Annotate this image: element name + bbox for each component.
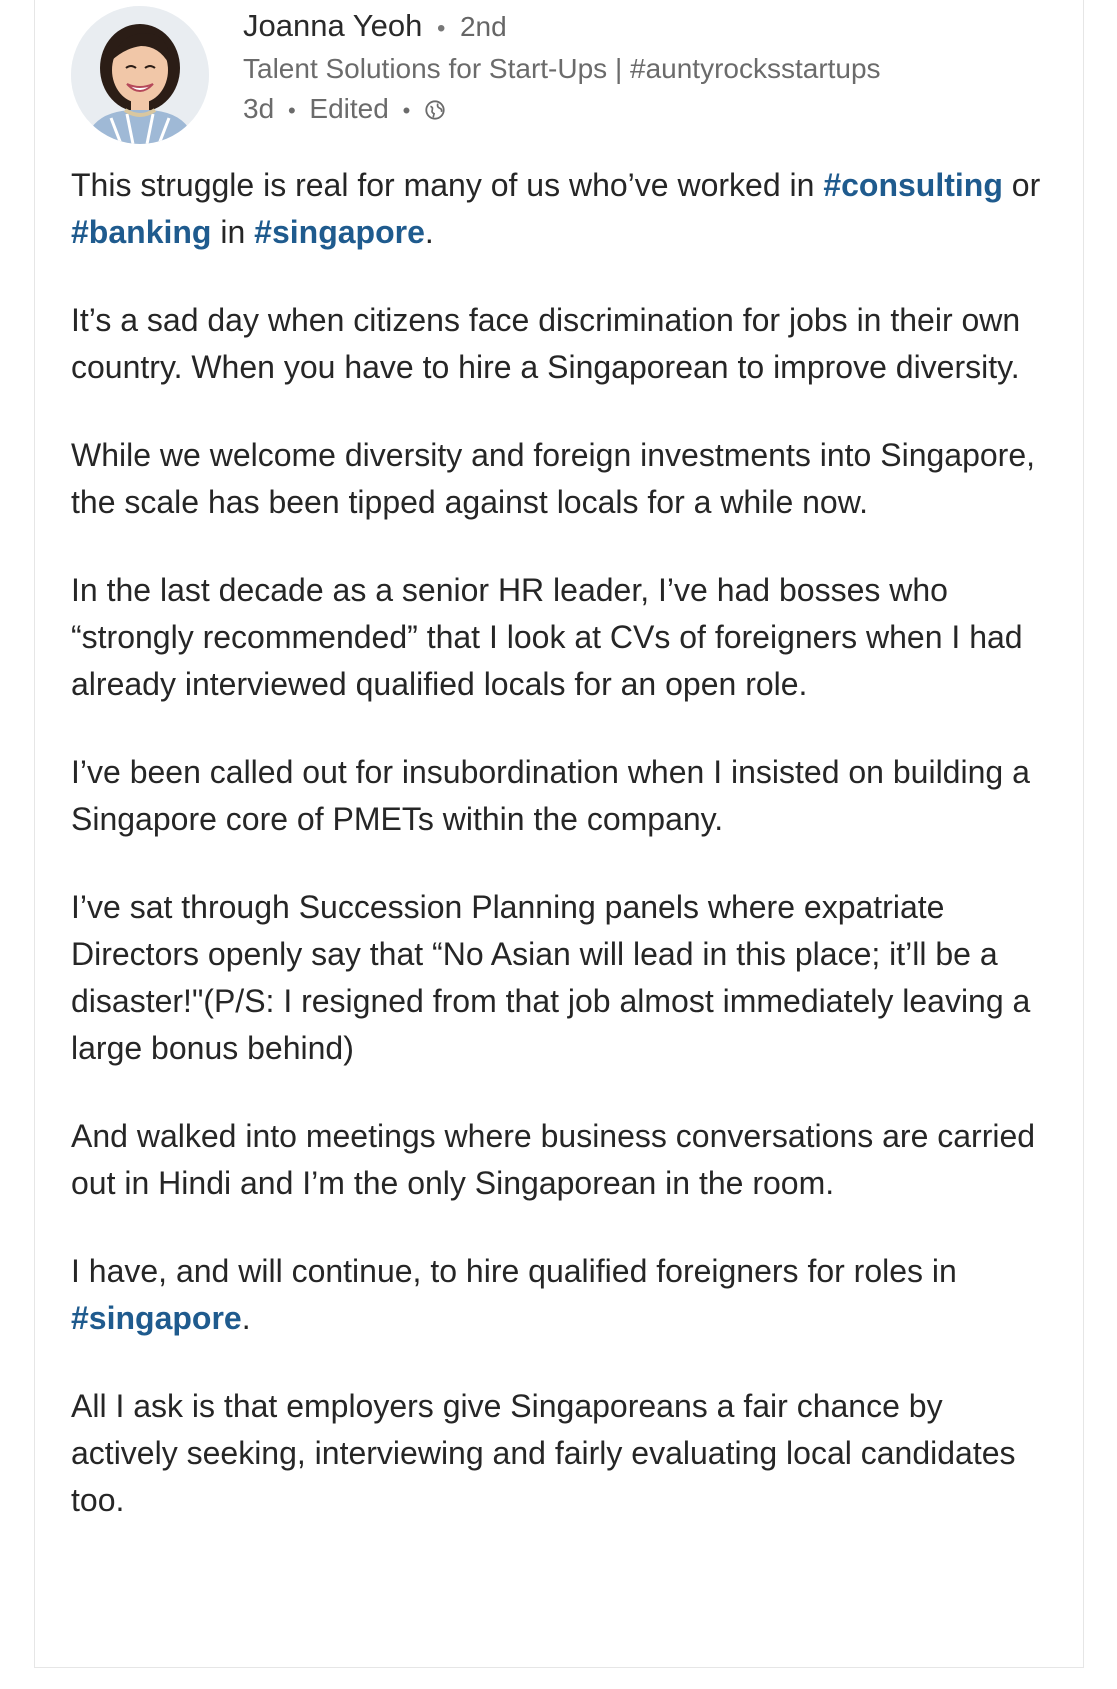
hashtag-link[interactable]: #consulting bbox=[823, 167, 1003, 203]
text-segment: . bbox=[241, 1300, 251, 1336]
post-paragraph: In the last decade as a senior HR leader, I’ve had bosses who “strongly recommended” that I look at CVs of foreigners when I had already interviewed qualified locals for an open role. bbox=[71, 572, 1023, 702]
post-card bbox=[34, 0, 1084, 1668]
post-paragraph: And walked into meetings where business conversations are carried out in Hindi and I’m the only Singaporean in the room. bbox=[71, 1118, 1036, 1201]
author-name-row bbox=[243, 6, 1043, 49]
separator-dot: • bbox=[436, 15, 446, 42]
post-paragraph: While we welcome diversity and foreign investments into Singapore, the scale has been tipped against locals for a while now. bbox=[71, 437, 1036, 520]
post-paragraph: It’s a sad day when citizens face discrimination for jobs in their own country. When you have to hire a Singaporean to improve diversity. bbox=[71, 302, 1021, 385]
globe-icon bbox=[424, 92, 446, 114]
post-paragraph: I’ve been called out for insubordination when I insisted on building a Singapore core of PMETs within the company. bbox=[71, 754, 1030, 837]
hashtag-link[interactable]: #banking bbox=[71, 214, 212, 250]
post-paragraph bbox=[71, 162, 1051, 256]
text-segment: This struggle is real for many of us who’ve worked in bbox=[71, 167, 824, 203]
post-paragraph: All I ask is that employers give Singaporeans a fair chance by actively seeking, interviewing and fairly evaluating local candidates too. bbox=[71, 1388, 1016, 1518]
author-avatar[interactable] bbox=[71, 6, 209, 144]
post-header bbox=[71, 6, 1051, 146]
author-meta bbox=[243, 6, 1043, 131]
post-time: 3d bbox=[243, 93, 275, 124]
post-paragraph: I’ve sat through Succession Planning panels where expatriate Directors openly say that “No Asian will lead in this place; it’ll be a disaster!"(P/S: I resigned from that job almost immediately leaving a large bonus behind) bbox=[71, 889, 1031, 1066]
post-time-row bbox=[243, 89, 1043, 131]
separator-dot: • bbox=[402, 98, 411, 123]
text-segment: or bbox=[1002, 167, 1041, 203]
text-segment: I have, and will continue, to hire qualified foreigners for roles in bbox=[71, 1253, 957, 1289]
hashtag-link[interactable]: #singapore bbox=[254, 214, 425, 250]
text-segment: in bbox=[211, 214, 255, 250]
connection-degree: 2nd bbox=[459, 11, 507, 42]
separator-dot: • bbox=[287, 98, 296, 123]
edited-label: Edited bbox=[309, 93, 389, 124]
post-body bbox=[71, 162, 1051, 1565]
hashtag-link[interactable]: #singapore bbox=[71, 1300, 242, 1336]
post-paragraph bbox=[71, 1248, 1051, 1342]
author-headline: Talent Solutions for Start-Ups | #auntyrocksstartups bbox=[243, 53, 881, 84]
author-name[interactable]: Joanna Yeoh bbox=[243, 8, 423, 43]
text-segment: . bbox=[424, 214, 434, 250]
